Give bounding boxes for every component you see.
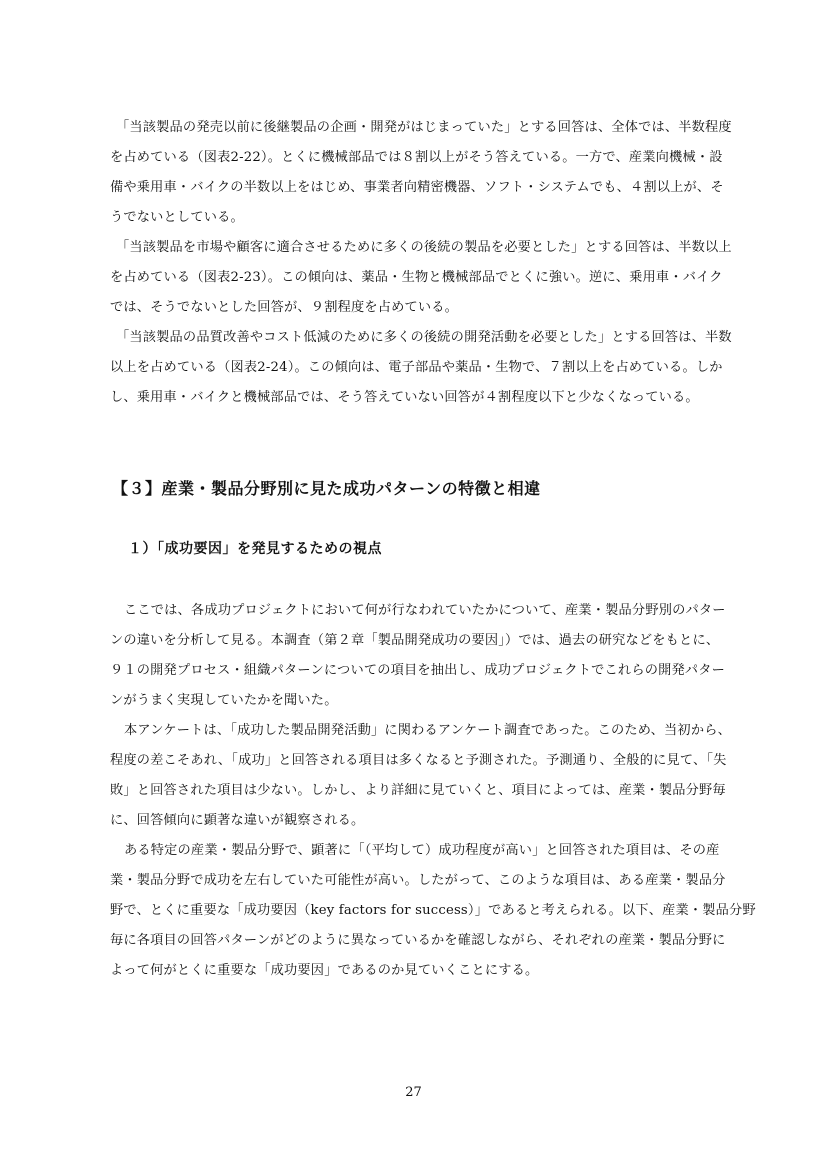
page-number: 27: [405, 1085, 422, 1100]
text-line: ある特定の産業・製品分野で、顕著に「（平均して）成功程度が高い」と回答された項目は、その産: [124, 843, 720, 858]
paragraph-quality-improvement: [110, 323, 765, 413]
paragraph-success-factors: [110, 836, 765, 986]
text-line: 「当該製品を市場や顧客に適合させるために多くの後続の製品を必要とした」とする回答は、半数以上: [116, 240, 732, 255]
text-line: ここでは、各成功プロジェクトにおいて何が行なわれていたかについて、産業・製品分野別のパター: [124, 603, 726, 618]
paragraph-follow-on-products: [110, 233, 765, 323]
paragraph-analysis-intro: [110, 596, 765, 716]
text-line: では、そうでないとした回答が、９割程度を占めている。: [110, 300, 459, 315]
text-line: 業・製品分野で成功を左右していた可能性が高い。したがって、このような項目は、ある産業・製品分: [110, 873, 726, 888]
text-line: よって何がとくに重要な「成功要因」であるのか見ていくことにする。: [110, 963, 539, 978]
text-line: 「当該製品の発売以前に後継製品の企画・開発がはじまっていた」とする回答は、全体では、半数程度: [116, 120, 732, 135]
text-line: 程度の差こそあれ、「成功」と回答される項目は多くなると予測された。予測通り、全般的に見て、「失: [110, 753, 727, 768]
paragraph-successor-planning: [110, 113, 765, 233]
text-line: 本アンケートは、「成功した製品開発活動」に関わるアンケート調査であった。このため、当初から、: [124, 723, 731, 738]
text-line: 以上を占めている（図表2-24）。この傾向は、電子部品や薬品・生物で、７割以上を占めている。しか: [110, 360, 723, 375]
text-line: を占めている（図表2-23）。この傾向は、薬品・生物と機械部品でとくに強い。逆に、乗用車・バイク: [110, 270, 723, 285]
text-line: 毎に各項目の回答パターンがどのように異なっているかを確認しながら、それぞれの産業・製品分野に: [110, 933, 726, 948]
text-line: ンの違いを分析して見る。本調査（第２章「製品開発成功の要因」）では、過去の研究などをもとに、: [110, 633, 720, 648]
text-line: に、回答傾向に顕著な違いが観察される。: [110, 813, 365, 828]
text-line: ンがうまく実現していたかを聞いた。: [110, 693, 338, 708]
text-line: し、乗用車・バイクと機械部品では、そう答えていない回答が４割程度以下と少なくなっている。: [110, 390, 699, 405]
paragraph-survey-nature: [110, 716, 765, 836]
text-line: を占めている（図表2-22）。とくに機械部品では８割以上がそう答えている。一方で、産業向機械・設: [110, 150, 723, 165]
text-line: 野で、とくに重要な「成功要因（key factors for success）」であると考えられる。以下、産業・製品分野: [110, 903, 756, 918]
text-line: 「当該製品の品質改善やコスト低減のために多くの後続の開発活動を必要とした」とする回答は、半数: [116, 330, 732, 345]
text-line: ９１の開発プロセス・組織パターンについての項目を抽出し、成功プロジェクトでこれらの開発パター: [110, 663, 726, 678]
text-line: 敗」と回答された項目は少ない。しかし、より詳細に見ていくと、項目によっては、産業・製品分野毎: [110, 783, 726, 798]
text-line: 備や乗用車・バイクの半数以上をはじめ、事業者向精密機器、ソフト・システムでも、４割以上が、そ: [110, 180, 724, 195]
subsection-heading: １）「成功要因」を発見するための視点: [128, 541, 382, 557]
section-heading: 【３】産業・製品分野別に見た成功パターンの特徴と相違: [112, 479, 541, 498]
text-line: うでないとしている。: [110, 210, 244, 225]
